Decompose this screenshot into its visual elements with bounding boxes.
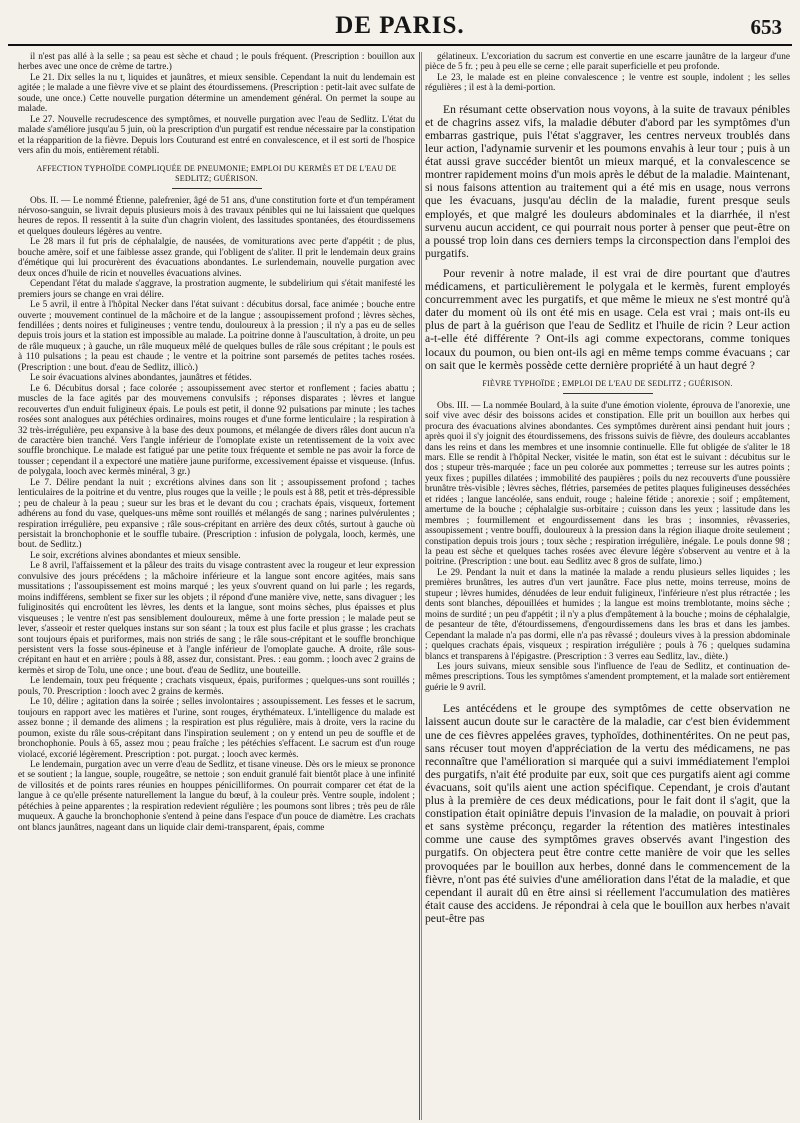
column-separator — [419, 52, 420, 1120]
paragraph: Le 28 mars il fut pris de céphalalgie, de nausées, de vomiturations avec perte d'appétit ; de plus, bouche amère, soif et une faiblesse assez grande, qui l'obligent de s'aliter. Il prit le lendemain deux grains d'émétique qui lui procurèrent des évacuations abondantes. Le surlendemain, nouvelle purgation avec deux onces d'huile de ricin et nouvelles évacuations alvines. — [18, 237, 415, 279]
paragraph: Le soir évacuations alvines abondantes, jaunâtres et fétides. — [30, 373, 252, 384]
paragraph: Le 27. Nouvelle recrudescence des symptômes, et nouvelle purgation avec l'eau de Sedlitz. L'état du malade s'améliore jusqu'au 5 juin, où la prescription d'un purgatif est rendue nécessaire par la constipation et la réapparition de la fièvre. Depuis lors Couturand est entré en convalescence, et il est sorti de l'hospice vers afin du mois, entièrement rétabli. — [18, 114, 415, 157]
paragraph: Le 23, le malade est en pleine convalescence ; le ventre est souple, indolent ; les selles régulières ; il est à la demi-portion. — [425, 72, 790, 94]
header-rule — [8, 44, 792, 46]
paragraph: Obs. II. — Le nommé Étienne, palefrenier, âgé de 51 ans, d'une constitution forte et d'un tempérament nérvoso-sanguin, se livrait depuis plusieurs mois à des travaux pénibles qui ne lui laissaient que quelques heures de repos. Il ressentit à la suite d'un chagrin violent, des lassitudes spontanées, des étourdissemens et quelques douleurs légères au ventre. — [18, 195, 415, 237]
left-column — [18, 52, 415, 1120]
page-header — [0, 0, 800, 46]
paragraph: Le 29. Pendant la nuit et dans la matinée la malade a rendu plusieurs selles liquides ; les premières brunâtres, les autres d'un vert jaunâtre. Face plus nette, moins terreuse, moins de stupeur ; lèvres humides, dénudées de leur enduit fuligineux, l'inférieure n'est plus rétractée ; les dents sont blanches, dépouillées et humides ; la langue est moins tremblotante, moins sèche ; moins de surdité ; un peu d'appétit ; il n'y a plus d'empâtement à la bouche ; moins de céphalalgie, de pesanteur de tête, d'étourdissemens, d'engourdissemens dans les bras et dans les jambes. Cependant la malade n'a pas dormi, elle n'a pas rêvassé ; douleurs vives à la pression abdominale ; quelques crachats épais, visqueux ; respiration irrégulière ; pouls à 76 ; quelques sudamina blancs et transparens à l'épigastre. (Prescription : 3 verres eau Sedlitz, lav., diète.) — [425, 567, 790, 662]
commentary-paragraph: En résumant cette observation nous voyons, à la suite de travaux pénibles et de chagrins assez vifs, la maladie débuter d'abord par les symptômes d'un embarras gastrique, puis l'état s'aggraver, les centres nerveux troublés dans leur action, l'adynamie survenir et les poumons envahis à leur tour ; puis à un état aussi grave succéder bientôt un mieux marqué, et la convalescence se montrer rapidement moins d'un mois après le début de la maladie. Maintenant, si nous faisons attention au traitement qui a été mis en usage, nous verrons que les évacuans, jusqu'au déclin de la maladie, furent presque seuls employés, et que malgré les douleurs abdominales et la diarrhée, il n'est survenu aucun accident, ce qui pourrait nous porter à penser que peut-être on a poussé trop loin dans ces derniers temps la circonspection dans l'emploi des purgatifs. — [425, 102, 790, 260]
right-column — [425, 52, 790, 1120]
paragraph: Le 8 avril, l'affaissement et la pâleur des traits du visage contrastent avec la rougeur et leur expression convulsive des jours précédens ; la mâchoire inférieure et la langue sont encore agitées, mais sans mussitations ; l'assoupissement est moins marqué ; les yeux s'ouvrent quand on lui parle ; les regards, moins indifférens, semblent se fixer sur les objets ; il répond d'une manière vive, nette, sans divaguer ; les fuliginosités qui encroûtent les lèvres, les dents et la langue, sont moins sèches, plus épaisses et plus visqueuses ; le ventre n'est pas sensiblement douloureux, même à une forte pression ; le malade peut se lever, s'asseoir et rester quelques instans sur son séant ; la toux est plus facile et plus grasse ; les crachats sont toujours épais et puriformes, mais non striés de sang ; le râle sous-crépitant et le souffle bronchique persistent vers la fosse sous-épineuse et à l'angle inférieur de l'omoplate gauche. A droite, râle sous-crépitant en haut et en arrière ; pouls à 88, assez dur, consistant. Pres. : eau gomm. ; looch avec 2 grains de kermès et sirop de Tolu, une once ; une bout. d'eau de Sedlitz, une bouteille. — [18, 561, 415, 676]
paragraph: Cependant l'état du malade s'aggrave, la prostration augmente, le subdelirium qui s'était manifesté les premiers jours se change en vrai délire. — [18, 279, 415, 300]
paragraph: Le 6. Décubitus dorsal ; face colorée ; assoupissement avec stertor et ronflement ; facies abattu ; muscles de la face agités par des mouvemens convulsifs ; réponses disparates ; lèvres et langue recouvertes d'un enduit fuligineux épais. Le pouls est petit, il donne 92 pulsations par minute ; les taches rosées sont analogues aux pétéchies ordinaires, moins rouges et d'une forme lenticulaire ; la respiration à 32 très-irrégulière, peu expansive à la base des deux poumons, et mélangée de divers râles dont aucun n'a de caractère bien tranché. Vers l'angle inférieur de l'omoplate existe un retentissement de la voix avec souffle bronchique. Le malade est fatigué par une petite toux fréquente et semble ne pas avoir la force de tousser ; cependant il a expectoré une matière jaune puriforme, excessivement épaisse et visqueuse. (Infus. de polygala, looch avec kermès minéral, 3 gr.) — [18, 383, 415, 478]
section-title: FIÈVRE TYPHOÏDE ; EMPLOI DE L'EAU DE SEDLITZ ; GUÉRISON. — [482, 378, 733, 388]
paragraph: Les jours suivans, mieux sensible sous l'influence de l'eau de Sedlitz, et continuation de-mêmes prescriptions. Tous les symptômes s'amendent promptement, et la malade sort entièrement guérie le 9 avril. — [425, 662, 790, 693]
paragraph: Le 10, délire ; agitation dans la soirée ; selles involontaires ; assoupissement. Les fesses et le sacrum, toujours en rapport avec les matières et l'urine, sont rouges, érythémateux. L'intelligence du malade est assez bonne ; il demande des alimens ; la respiration est plus régulière, mais à droite, vers la racine du poumon, existe du râle sous-crépitant dans l'inspiration seulement ; on y entend un peu de souffle et de bronchophonie. Pouls à 65, assez mou ; peau fraîche ; les pétéchies s'effacent. Le sacrum est d'un rouge violacé, excorié légèrement. Prescription : pot. purgat. ; looch avec kermès. — [18, 697, 415, 760]
commentary-paragraph: Pour revenir à notre malade, il est vrai de dire pourtant que d'autres médicamens, et particulièrement le polygala et le kermès, furent employés concurremment avec les purgatifs, et que même le mieux ne s'est montré qu'à dater du moment où ils ont été mis en usage. Cela est vrai ; mais ont-ils eu plus de part à la guérison que l'eau de Sedlitz et l'huile de ricin ? Leur action a-t-elle été différente ? Ont-ils agi comme expectorans, comme toniques locaux du poumon, ou bien ont-ils agi en même temps comme évacuans ; car on sait que le kermès possède cette dernière propriété à un haut degré ? — [425, 266, 790, 372]
newspaper-title: DE PARIS. — [335, 12, 465, 39]
paragraph: Le lendemain, toux peu fréquente ; crachats visqueux, épais, puriformes ; quelques-uns sont rouillés ; pouls, 70. Prescription : looch avec 2 grains de kermès. — [18, 676, 415, 697]
paragraph: Le 21. Dix selles la nu t, liquides et jaunâtres, et mieux sensible. Cependant la nuit du lendemain est agitée ; le malade a une fièvre vive et se plaint des étourdissemens. (Prescription : petit-lait avec sulfate de soude, une once.) Cette nouvelle purgation détermine un amendement général. On permet la soupe au malade. — [18, 72, 415, 115]
column-separator-inner — [421, 52, 422, 1120]
commentary-paragraph: Les antécédens et le groupe des symptômes de cette observation ne laissent aucun doute sur le caractère de la maladie, car c'est bien évidemment une de ces fièvres appelées graves, typhoïdes, dothinentérites. On ne peut pas, sans récuser tout moyen d'appréciation de la vertu des médicamens, ne pas reconnaître que l'amélioration si marquée qui a suivi immédiatement l'emploi des purgatifs, n'ait été produite par eux, soit que ces purgatifs aient agi comme évacuans, soit qu'ils aient une action spécifique. Cependant, je crois d'autant plus à la première de ces deux médications, pour le fait dont il s'agit, que la constipation était opiniâtre depuis l'invasion de la maladie, on pouvait à priori et sans système préconçu, regarder la rétention des matières intestinales comme une cause des symptômes graves observés avant l'ingestion des purgatifs. On objectera peut être contre cette manière de voir que les selles provoquées par le bouillon aux herbes, donné dans le commencement de la fièvre, n'ont pas été suivies d'une amélioration dans l'état de la maladie, et que cependant il aurait dû en être ainsi si réellement l'accumulation des matières était cause des accidens. Je répondrai à cela que le bouillon aux herbes n'avait peut-être pas — [425, 702, 790, 925]
paragraph: gélatineux. L'excoriation du sacrum est convertie en une escarre jaunâtre de la largeur d'une pièce de 5 fr. ; peu à peu elle se cerne ; elle parait superficielle et peu profonde. — [425, 52, 790, 73]
paragraph: Le lendemain, purgation avec un verre d'eau de Sedlitz, et tisane vineuse. Dès ors le mieux se prononce et se soutient ; la langue, souple, rougeâtre, se nettoie ; son enduit granulé fait bientôt place à une infinité de villosités et de points rares réunies en houppes pénicilliformes. On pourrait comparer cet état de la langue à ce qu'elle présente naturellement la langue du bœuf, à la couleur près. Ventre souple, indolent ; pétéchies à peine apparentes ; la respiration redevient régulière ; les poumons sont libres ; très peu de râle muqueux. A gauche la bronchophonie s'entend à peine dans l'espace d'un pouce de diamètre. Les crachats ont blancs jaunâtres, nageant dans un liquide clair demi-transparent, épais, comme — [18, 760, 415, 833]
paragraph: Le 5 avril, il entre à l'hôpital Necker dans l'état suivant : décubitus dorsal, face animée ; bouche entre ouverte ; mouvement continuel de la mâchoire et de la langue ; assoupissement profond ; lèvres sèches, fendillées ; dents noires et fuligineuses ; ventre tendu, douloureux à la pression ; il n'y a pas eu de selles depuis trois jours et la station est impossible au malade. La poitrine donne à l'auscultation, à droite, un peu de râle muqueux ; à gauche, un râle muqueux mêlé de quelques bulles de râle sous crépitant ; le pouls est à 110 pulsations ; la peau est chaude ; le ventre et la poitrine sont parsemés de petites taches rosées. (Prescription : une bout. d'eau de Sedlitz, illicò.) — [18, 300, 415, 373]
section-title: AFFECTION TYPHOÏDE COMPLIQUÉE DE PNEUMONIE; EMPLOI DU KERMÈS ET DE L'EAU DE SEDLITZ; GUÉRISON. — [36, 163, 397, 183]
paragraph: il n'est pas allé à la selle ; sa peau est sèche et chaud ; le pouls fréquent. (Prescription : bouillon aux herbes avec une once de crème de tartre.) — [18, 52, 415, 73]
paragraph: Le 7. Délire pendant la nuit ; excrétions alvines dans son lit ; assoupissement profond ; taches lenticulaires de la poitrine et du ventre, plus rouges que la veille ; le pouls est à 88, petit et très-dépressible ; peu de chaleur à la peau ; sueur sur les bras et le devant du cou ; crachats épais, visqueux, fortement adhérens au fond du vase, quelques-uns même sont rouillés et mélangés de sang ; narines pulvérulentes ; respiration irrégulière, peu expansive ; râle sous-crépitant en arrière des deux côtés, surtout à gauche où persistait la bronchophonie et le souffle tubaire. (Prescription : infusion de polygala, looch, kermès, une bout. de Sedlitz.) — [18, 477, 415, 551]
paragraph: Le soir, excrétions alvines abondantes et mieux sensible. — [30, 550, 241, 561]
page-number: 653 — [750, 15, 782, 39]
paragraph: Obs. III. — La nommée Boulard, à la suite d'une émotion violente, éprouva de l'anorexie, une soif vive avec désir des boissons acides et constipation. Elle prit un bouillon aux herbes qui procura des évacuations alvines abondantes. Ces symptômes durèrent ainsi pendant huit jours ; après quoi il s'y joignit des étourdissemens, des frissons suivis de fièvre, des douleurs accablantes dans les reins et dans les membres et une insomnie continuelle. Elle fut obligée de s'aliter le 18 mars. Elle se rendit à l'hôpital Necker, visitée le matin, son état est le suivant : décubitus sur le dos ; stupeur très-marquée ; face un peu colorée aux pommettes ; terreuse sur les autres points ; yeux fixes ; pupilles dilatées ; immobilité des paupières ; poils du nez recouverts d'une poussière brunâtre très-visible ; lèvres sèches, flétries, parsemées de petites plaques fuligineuses desséchées et ridées ; langue lancéolée, sans enduit, rouge ; haleine fétide ; anorexie ; soif ; empâtement, amertume de la bouche ; céphalalgie sus-orbitaire ; cuisson dans les yeux ; lassitude dans les membres ; fourmillement et engourdissement dans les bras ; insomnies, rêvasseries, assoupissement ; ventre bouffi, douloureux à la pression dans la région iliaque droite seulement ; constipation depuis trois jours ; toux sèche ; respiration irrégulière, inégale. Le pouls donne 98 ; la peau est sèche et quelques taches rosées avec élevure légère s'observent au ventre et à la poitrine. (Prescription : une bout. eau Sedlitz avec 8 gros de sulfate, limo.) — [425, 400, 790, 568]
